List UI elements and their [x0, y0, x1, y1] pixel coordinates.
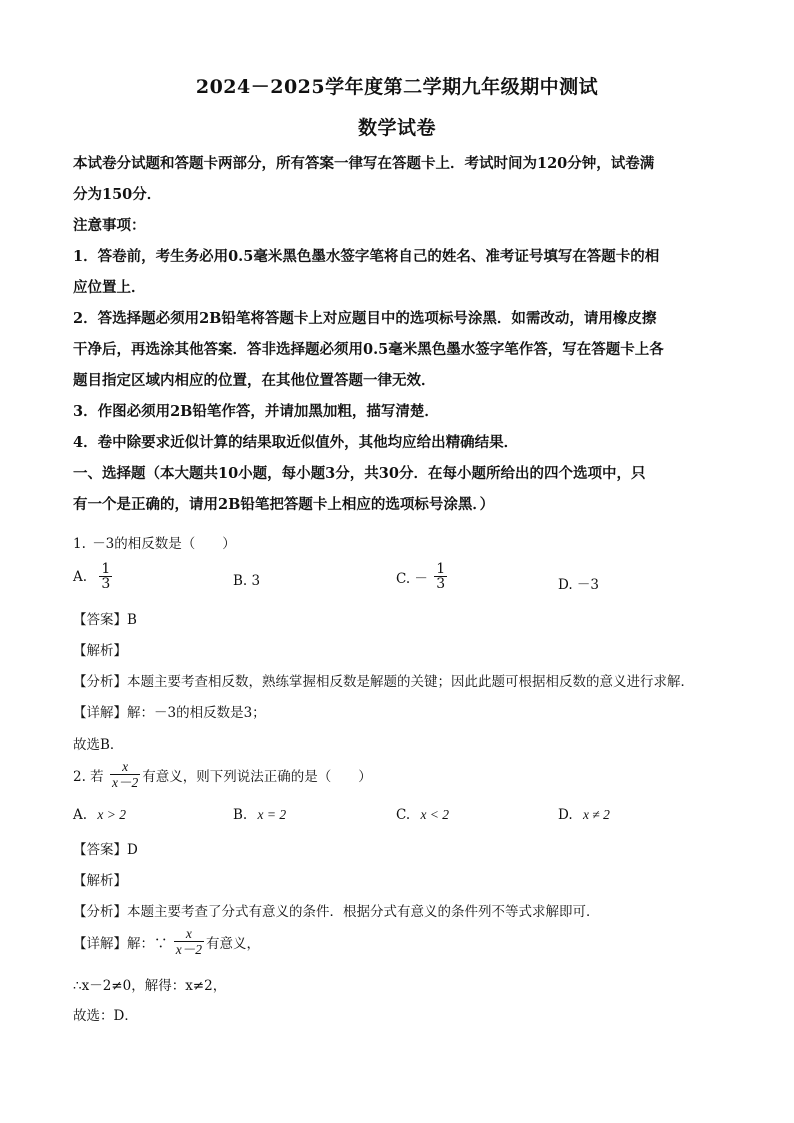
- q2-analysis-tag: 【解析】: [73, 873, 127, 889]
- option-expression: x = 2: [257, 807, 287, 822]
- note-1a: 1．答卷前，考生务必用0.5毫米黑色墨水签字笔将自己的姓名、准考证号填写在答题卡的相: [73, 248, 660, 265]
- fenxi-tag: 【分析】: [73, 904, 127, 920]
- q2-option-d: [558, 807, 610, 823]
- answer-value: B: [127, 612, 137, 628]
- q2-option-c: [396, 807, 449, 823]
- q1-detail: [73, 701, 266, 721]
- q1-option-c-label: C. －: [396, 571, 428, 587]
- q1-option-b: B. 3: [233, 573, 261, 589]
- fraction-denominator: x－2: [111, 775, 139, 790]
- q2-fraction: [110, 760, 140, 790]
- intro-line-2: 分为150分．: [73, 186, 162, 203]
- option-expression: x ≠ 2: [582, 807, 610, 822]
- q2-option-a: [73, 807, 126, 823]
- section-heading-line-1: 一、选择题（本大题共10小题，每小题3分，共30分．在每小题所给出的四个选项中，只: [73, 465, 646, 482]
- intro-line-1: 本试卷分试题和答题卡两部分，所有答案一律写在答题卡上．考试时间为120分钟，试卷满: [73, 155, 655, 172]
- q2-detail: [73, 927, 260, 957]
- section-heading-line-2: 有一个是正确的，请用2B铅笔把答题卡上相应的选项标号涂黑．）: [73, 496, 495, 513]
- q2-stem: [73, 760, 372, 790]
- q1-fenxi: [73, 670, 694, 690]
- option-label: C.: [396, 807, 411, 823]
- fenxi-text: 本题主要考查相反数，熟练掌握相反数是解题的关键；因此此题可根据相反数的意义进行求解．: [127, 674, 694, 690]
- fenxi-tag: 【分析】: [73, 674, 127, 690]
- q2-number: 2. 若: [73, 769, 104, 785]
- answer-tag: 【答案】: [73, 612, 127, 628]
- note-1b: 应位置上．: [73, 279, 146, 296]
- q1-option-a: [73, 562, 114, 592]
- fraction-denominator: 3: [101, 576, 111, 592]
- exam-subtitle: 数学试卷: [357, 117, 436, 139]
- fraction-numerator: x: [122, 759, 129, 774]
- option-expression: x > 2: [97, 807, 126, 822]
- fraction-denominator: x－2: [175, 942, 203, 957]
- q2-stem-text: 有意义，则下列说法正确的是（ ）: [142, 769, 372, 785]
- fraction-numerator: 1: [101, 561, 111, 577]
- answer-tag: 【答案】: [73, 842, 127, 858]
- q2-conclusion: 故选：D．: [73, 1008, 138, 1024]
- option-label: B.: [233, 807, 248, 823]
- note-2c: 题目指定区域内相应的位置，在其他位置答题一律无效．: [73, 372, 436, 389]
- detail-suffix: 有意义，: [206, 936, 261, 952]
- note-2b: 干净后，再选涂其他答案．答非选择题必须用0.5毫米黑色墨水签字笔作答，写在答题卡上各: [73, 341, 664, 358]
- q2-step: ∴x－2≠0，解得：x≠2，: [73, 978, 227, 994]
- q2-option-b: [233, 807, 286, 823]
- detail-tag: 【详解】: [73, 936, 127, 952]
- q1-answer: [73, 608, 137, 628]
- fraction-numerator: x: [185, 926, 192, 941]
- q1-stem-text: 的相反数是（ ）: [114, 536, 236, 552]
- q1-analysis-tag: 【解析】: [73, 643, 127, 659]
- answer-value: D: [127, 842, 138, 858]
- option-label: D.: [558, 807, 573, 823]
- notes-heading: 注意事项：: [73, 217, 146, 234]
- option-expression: x < 2: [420, 807, 450, 822]
- note-2a: 2．答选择题必须用2B铅笔将答题卡上对应题目中的选项标号涂黑．如需改动，请用橡皮擦: [73, 310, 657, 327]
- detail-text: 解：－3的相反数是3；: [127, 705, 266, 721]
- q2-detail-fraction: [174, 927, 204, 957]
- q1-conclusion: 故选B．: [73, 737, 124, 753]
- q1-option-d: D. －3: [558, 577, 600, 593]
- detail-tag: 【详解】: [73, 705, 127, 721]
- note-3: 3．作图必须用2B铅笔作答，并请加黑加粗，描写清楚．: [73, 403, 439, 420]
- q1-option-a-fraction: [99, 562, 112, 592]
- fraction-denominator: 3: [436, 576, 446, 592]
- q1-number: 1.: [73, 536, 86, 552]
- exam-title: 2024－2025学年度第二学期九年级期中测试: [195, 76, 599, 98]
- fraction-numerator: 1: [436, 561, 446, 577]
- detail-prefix: 解：∵: [127, 936, 168, 952]
- note-4: 4．卷中除要求近似计算的结果取近似值外，其他均应给出精确结果．: [73, 434, 519, 451]
- fenxi-text: 本题主要考查了分式有意义的条件．根据分式有意义的条件列不等式求解即可．: [127, 904, 600, 920]
- option-label: A.: [73, 807, 88, 823]
- q1-option-a-label: A.: [73, 569, 88, 585]
- q2-fenxi: [73, 900, 600, 920]
- q1-option-c-fraction: [434, 562, 447, 592]
- q1-expression: －3: [92, 536, 115, 552]
- q1-option-c: [396, 562, 449, 592]
- q2-answer: [73, 838, 138, 858]
- q1-stem: [73, 532, 236, 552]
